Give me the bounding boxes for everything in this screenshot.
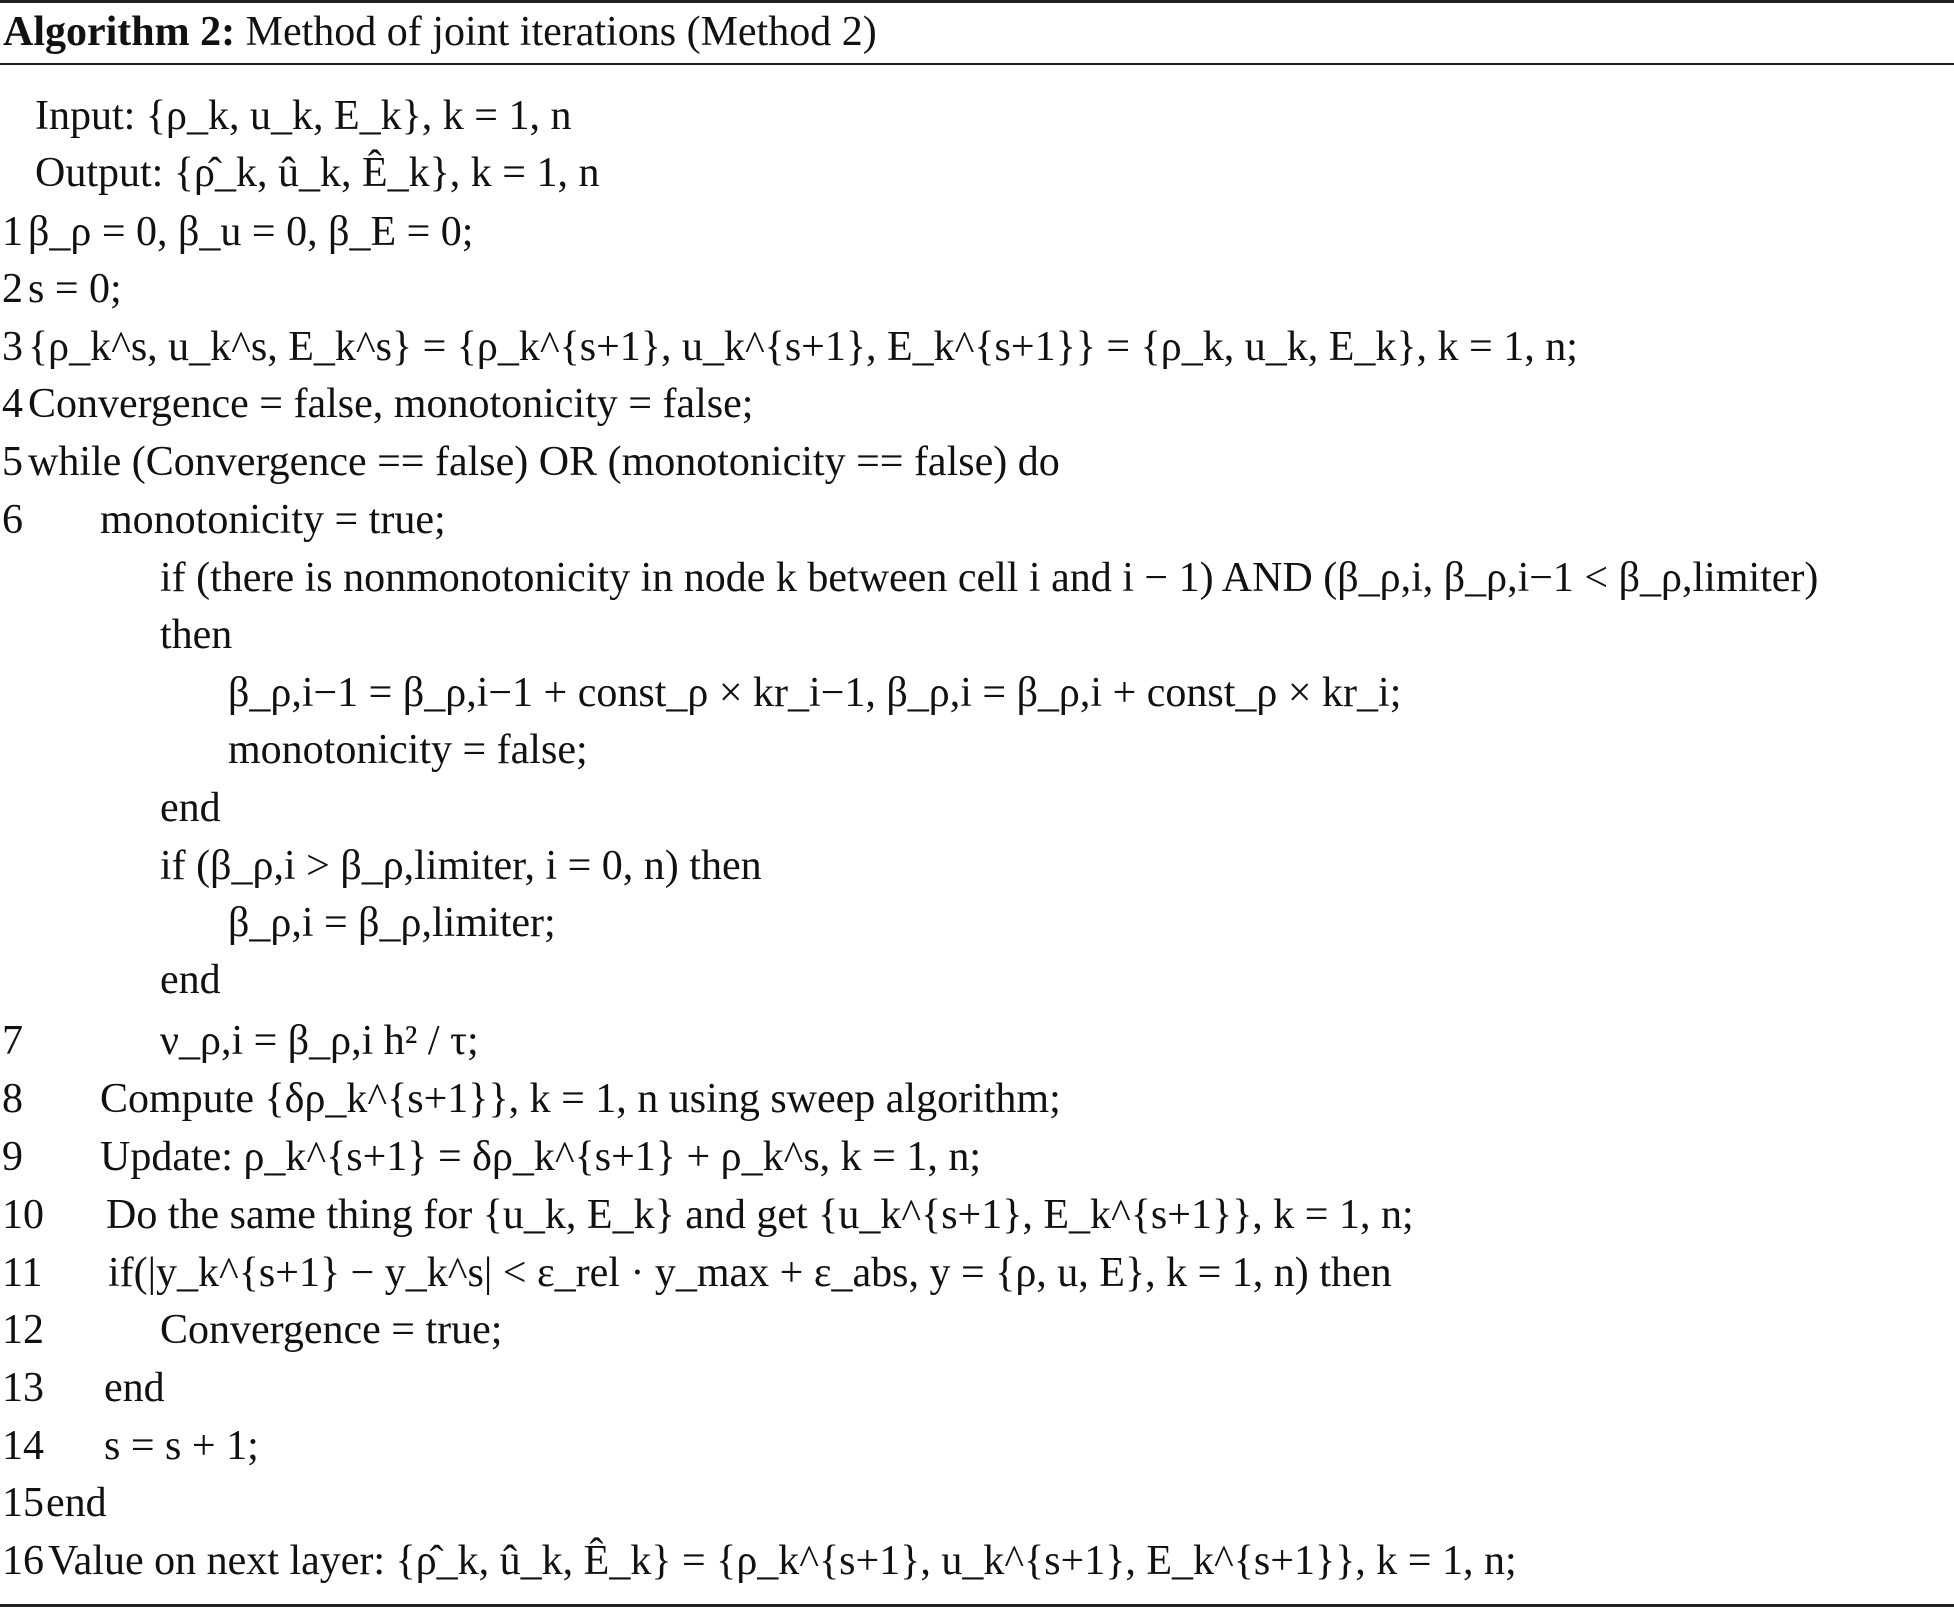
line-number: 11 bbox=[2, 1250, 43, 1296]
line-number: 4 bbox=[2, 381, 23, 427]
line-code: {ρ_k^s, u_k^s, E_k^s} = {ρ_k^{s+1}, u_k^{s+1}, E_k^{s+1}} = {ρ_k, u_k, E_k}, k = 1, n; bbox=[28, 324, 1578, 370]
line-code: β_ρ,i = β_ρ,limiter; bbox=[228, 900, 556, 946]
line-number: 7 bbox=[2, 1018, 23, 1064]
algorithm-label: Algorithm 2: bbox=[3, 9, 236, 55]
algorithm-caption bbox=[3, 6, 877, 58]
bottom-rule bbox=[0, 1604, 1954, 1607]
line-code: Value on next layer: {ρ̂_k, û_k, Ê_k} = {ρ_k^{s+1}, u_k^{s+1}, E_k^{s+1}}, k = 1, n; bbox=[48, 1538, 1517, 1584]
line-number: 14 bbox=[2, 1423, 44, 1469]
line-code: monotonicity = false; bbox=[228, 727, 588, 773]
line-code: β_ρ,i−1 = β_ρ,i−1 + const_ρ × kr_i−1, β_ρ,i = β_ρ,i + const_ρ × kr_i; bbox=[228, 670, 1402, 716]
line-number: 15 bbox=[2, 1480, 44, 1526]
caption-rule bbox=[0, 63, 1954, 65]
line-code: if(|y_k^{s+1} − y_k^s| < ε_rel · y_max + ε_abs, y = {ρ, u, E}, k = 1, n) then bbox=[108, 1250, 1392, 1296]
line-number: 1 bbox=[2, 209, 23, 255]
line-code: Output: {ρ̂_k, û_k, Ê_k}, k = 1, n bbox=[35, 150, 600, 196]
line-number: 12 bbox=[2, 1307, 44, 1353]
line-code: end bbox=[160, 785, 221, 831]
line-number: 13 bbox=[2, 1365, 44, 1411]
line-code: end bbox=[104, 1365, 165, 1411]
line-code: then bbox=[160, 612, 233, 658]
line-code: Do the same thing for {u_k, E_k} and get {u_k^{s+1}, E_k^{s+1}}, k = 1, n; bbox=[106, 1192, 1414, 1238]
line-code: Convergence = true; bbox=[160, 1307, 503, 1353]
line-code: while (Convergence == false) OR (monotonicity == false) do bbox=[28, 439, 1060, 485]
line-code: if (β_ρ,i > β_ρ,limiter, i = 0, n) then bbox=[160, 843, 762, 889]
line-code: Input: {ρ_k, u_k, E_k}, k = 1, n bbox=[35, 93, 572, 139]
line-code: Update: ρ_k^{s+1} = δρ_k^{s+1} + ρ_k^s, k = 1, n; bbox=[100, 1134, 982, 1180]
algorithm-title: Method of joint iterations (Method 2) bbox=[245, 9, 877, 55]
line-number: 16 bbox=[2, 1538, 44, 1584]
line-code: if (there is nonmonotonicity in node k between cell i and i − 1) AND (β_ρ,i, β_ρ,i−1 < β_ρ,limiter) bbox=[160, 555, 1819, 601]
line-code: ν_ρ,i = β_ρ,i h² / τ; bbox=[160, 1018, 479, 1064]
line-code: s = s + 1; bbox=[104, 1423, 259, 1469]
line-code: s = 0; bbox=[28, 266, 122, 312]
top-rule bbox=[0, 0, 1954, 3]
line-code: Convergence = false, monotonicity = false; bbox=[28, 381, 754, 427]
line-number: 5 bbox=[2, 439, 23, 485]
line-number: 9 bbox=[2, 1134, 23, 1180]
line-code: end bbox=[160, 957, 221, 1003]
line-number: 6 bbox=[2, 497, 23, 543]
line-number: 2 bbox=[2, 266, 23, 312]
line-code: β_ρ = 0, β_u = 0, β_E = 0; bbox=[28, 209, 474, 255]
line-number: 10 bbox=[2, 1192, 44, 1238]
line-code: monotonicity = true; bbox=[100, 497, 446, 543]
line-code: Compute {δρ_k^{s+1}}, k = 1, n using sweep algorithm; bbox=[100, 1076, 1061, 1122]
line-number: 8 bbox=[2, 1076, 23, 1122]
line-code: end bbox=[46, 1480, 107, 1526]
line-number: 3 bbox=[2, 324, 23, 370]
